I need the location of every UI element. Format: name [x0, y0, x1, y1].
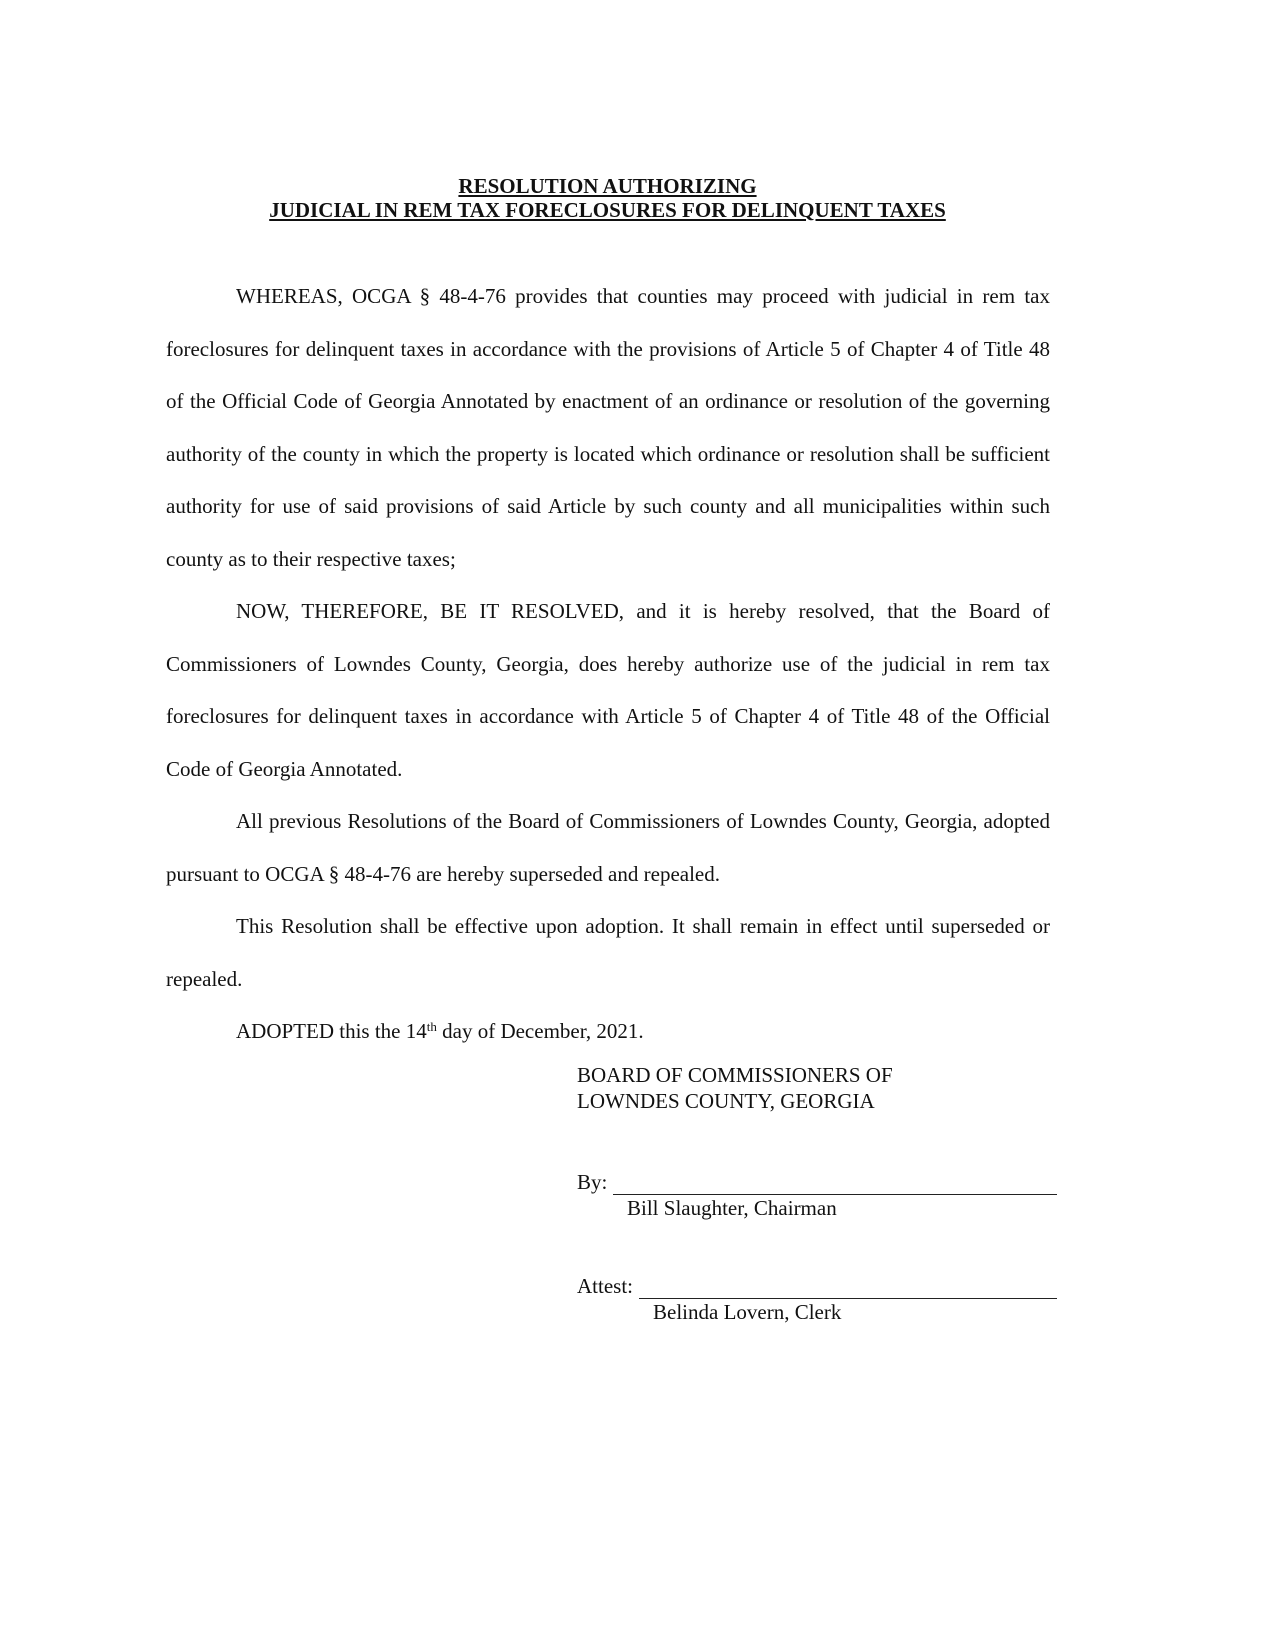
by-label: By:	[577, 1170, 608, 1194]
whereas-paragraph: WHEREAS, OCGA § 48-4-76 provides that counties may proceed with judicial in rem tax foreclosures for delinquent taxes in accordance with the provisions of Article 5 of Chapter 4 of Title 48 of the Official Code of Georgia Annotated by enactment of an ordinance or resolution of the governing authority of the county in which the property is located which ordinance or resolution shall be sufficient authority for use of said provisions of said Article by such county and all municipalities within such county as to their respective taxes;	[166, 284, 1050, 571]
document-title	[0, 174, 1215, 222]
title-line-2: JUDICIAL IN REM TAX FORECLOSURES FOR DELINQUENT TAXES	[269, 198, 946, 222]
title-line-1: RESOLUTION AUTHORIZING	[458, 174, 757, 198]
clerk-name: Belinda Lovern, Clerk	[653, 1300, 842, 1324]
chairman-signature-row	[577, 1169, 1057, 1195]
adopted-prefix: ADOPTED this the 14	[236, 1019, 427, 1043]
repeal-paragraph: All previous Resolutions of the Board of Commissioners of Lowndes County, Georgia, adopted pursuant to OCGA § 48-4-76 are hereby superseded and repealed.	[166, 809, 1050, 886]
resolution-body	[166, 270, 1050, 1058]
clerk-signature-line	[639, 1278, 1057, 1299]
adopted-date	[166, 1005, 1050, 1058]
chairman-signature-line	[613, 1174, 1057, 1195]
effective-paragraph: This Resolution shall be effective upon adoption. It shall remain in effect until superseded or repealed.	[166, 914, 1050, 991]
signature-block	[577, 1062, 1057, 1325]
attest-label: Attest:	[577, 1274, 633, 1298]
resolved-paragraph: NOW, THEREFORE, BE IT RESOLVED, and it is hereby resolved, that the Board of Commissioners of Lowndes County, Georgia, does hereby authorize use of the judicial in rem tax foreclosures for delinquent taxes in accordance with Article 5 of Chapter 4 of Title 48 of the Official Code of Georgia Annotated.	[166, 599, 1050, 781]
board-name-line-1: BOARD OF COMMISSIONERS OF	[577, 1063, 893, 1087]
board-name-line-2: LOWNDES COUNTY, GEORGIA	[577, 1089, 875, 1113]
clerk-signature-row	[577, 1273, 1057, 1299]
chairman-name: Bill Slaughter, Chairman	[627, 1196, 837, 1220]
ordinal-suffix: th	[426, 1019, 437, 1034]
adopted-suffix: day of December, 2021.	[436, 1019, 644, 1043]
